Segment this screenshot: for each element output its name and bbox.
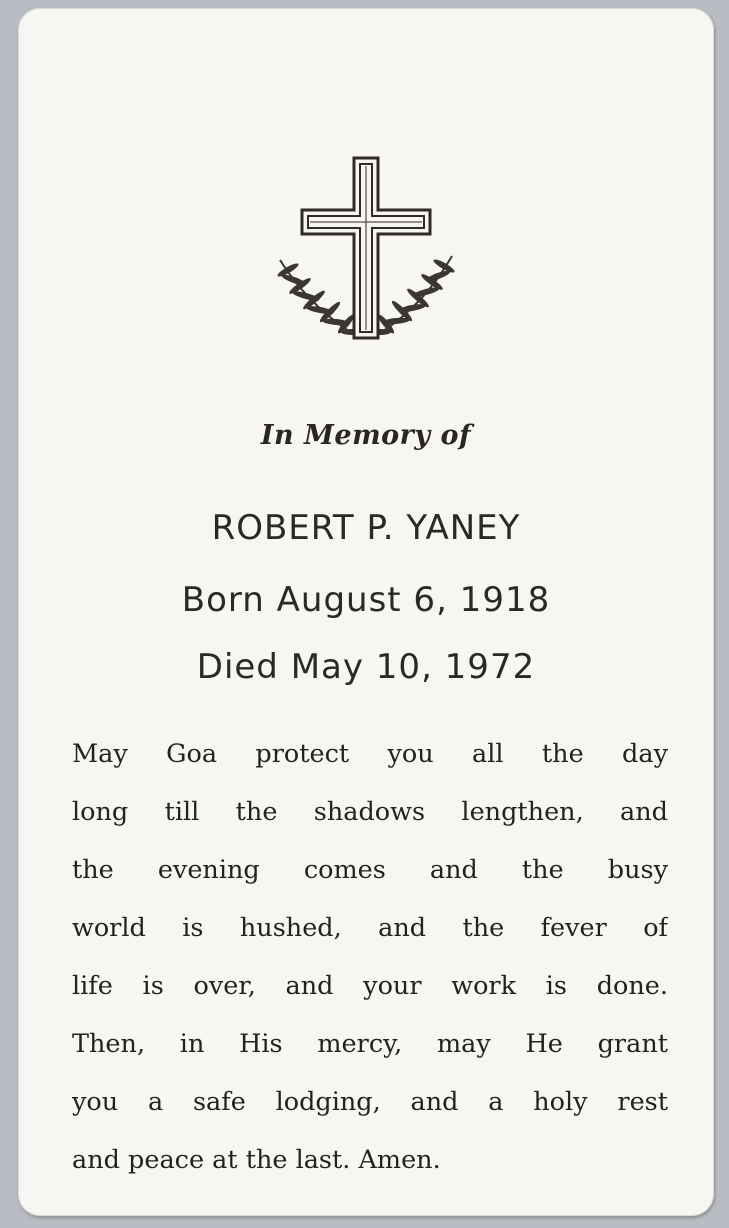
deceased-name: ROBERT P. YANEY — [211, 508, 521, 548]
prayer-line: May Goa protect you all the day — [72, 739, 668, 769]
prayer-line: Then, in His mercy, may He grant — [72, 1029, 668, 1059]
prayer-line: world is hushed, and the fever of — [72, 913, 668, 943]
prayer-line: long till the shadows lengthen, and — [72, 797, 668, 827]
memorial-heading: In Memory of — [260, 420, 472, 451]
prayer-line: the evening comes and the busy — [72, 855, 668, 885]
prayer-line: life is over, and your work is done. — [72, 971, 668, 1001]
memorial-card — [18, 8, 714, 1216]
prayer-line: and peace at the last. Amen. — [72, 1145, 441, 1175]
prayer-line: you a safe lodging, and a holy rest — [72, 1087, 668, 1117]
birth-date: Born August 6, 1918 — [181, 580, 551, 620]
death-date: Died May 10, 1972 — [196, 647, 536, 687]
cross-with-palm-branches-icon — [274, 148, 458, 348]
prayer-text — [72, 730, 668, 1194]
